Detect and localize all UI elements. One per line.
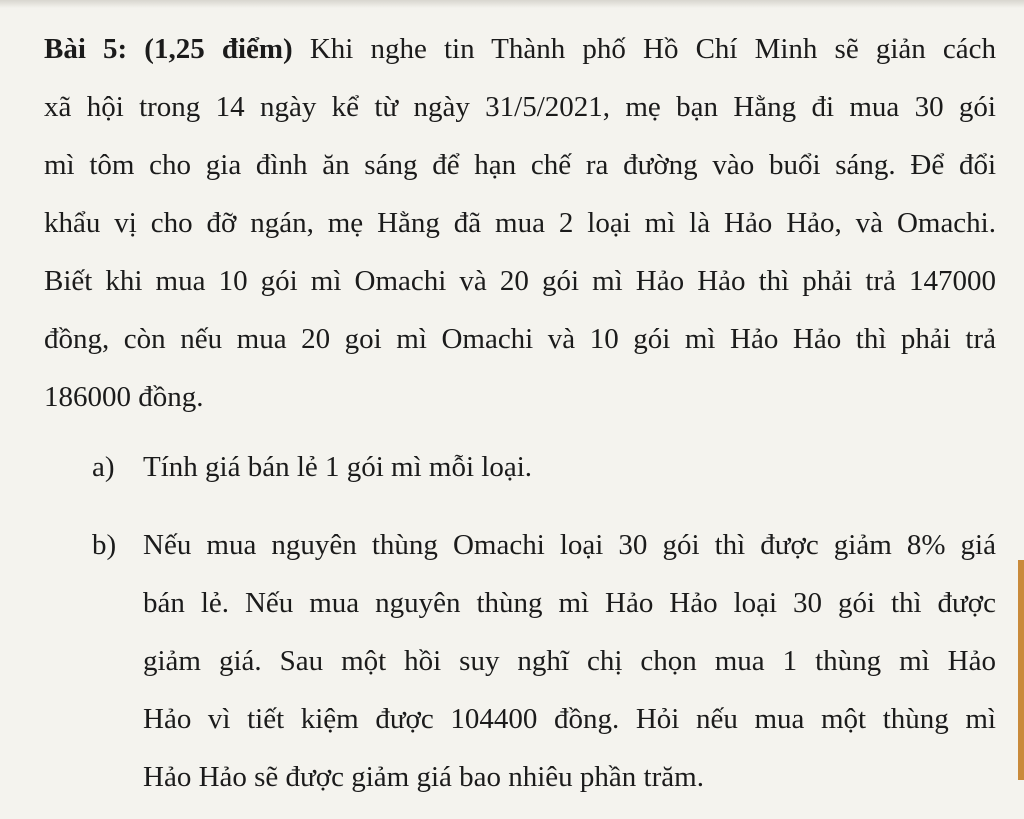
part-b-line-4: Hảo vì tiết kiệm được 104400 đồng. Hỏi nếu mua một thùng mì bbox=[143, 703, 996, 735]
part-a-marker: a) bbox=[92, 451, 115, 483]
part-b-marker: b) bbox=[92, 529, 117, 561]
part-b-line-1: Nếu mua nguyên thùng Omachi loại 30 gói thì được giảm 8% giá bbox=[143, 529, 996, 561]
intro-line-5: Biết khi mua 10 gói mì Omachi và 20 gói mì Hảo Hảo thì phải trả 147000 bbox=[44, 265, 996, 297]
intro-line-1-text: Khi nghe tin Thành phố Hồ Chí Minh sẽ giản cách bbox=[292, 33, 997, 65]
intro-line-6: đồng, còn nếu mua 20 goi mì Omachi và 10 gói mì Hảo Hảo thì phải trả bbox=[44, 323, 996, 355]
intro-line-3: mì tôm cho gia đình ăn sáng để hạn chế ra đường vào buổi sáng. Để đổi bbox=[44, 149, 996, 181]
intro-line-1 bbox=[44, 24, 996, 74]
photo-top-shadow bbox=[0, 0, 1024, 8]
intro-line-4: khẩu vị cho đỡ ngán, mẹ Hằng đã mua 2 loại mì là Hảo Hảo, và Omachi. bbox=[44, 207, 996, 239]
photo-right-edge bbox=[1018, 560, 1024, 780]
part-b-line-5: Hảo Hảo sẽ được giảm giá bao nhiêu phần trăm. bbox=[143, 761, 704, 793]
problem-label: Bài 5: (1,25 điểm) bbox=[44, 33, 293, 65]
part-a-line-1: Tính giá bán lẻ 1 gói mì mỗi loại. bbox=[143, 451, 533, 483]
intro-line-2: xã hội trong 14 ngày kể từ ngày 31/5/2021, mẹ bạn Hằng đi mua 30 gói bbox=[44, 91, 996, 123]
intro-line-7: 186000 đồng. bbox=[44, 381, 204, 413]
part-b-line-3: giảm giá. Sau một hồi suy nghĩ chị chọn mua 1 thùng mì Hảo bbox=[143, 645, 996, 677]
part-b-line-2: bán lẻ. Nếu mua nguyên thùng mì Hảo Hảo loại 30 gói thì được bbox=[143, 587, 996, 619]
